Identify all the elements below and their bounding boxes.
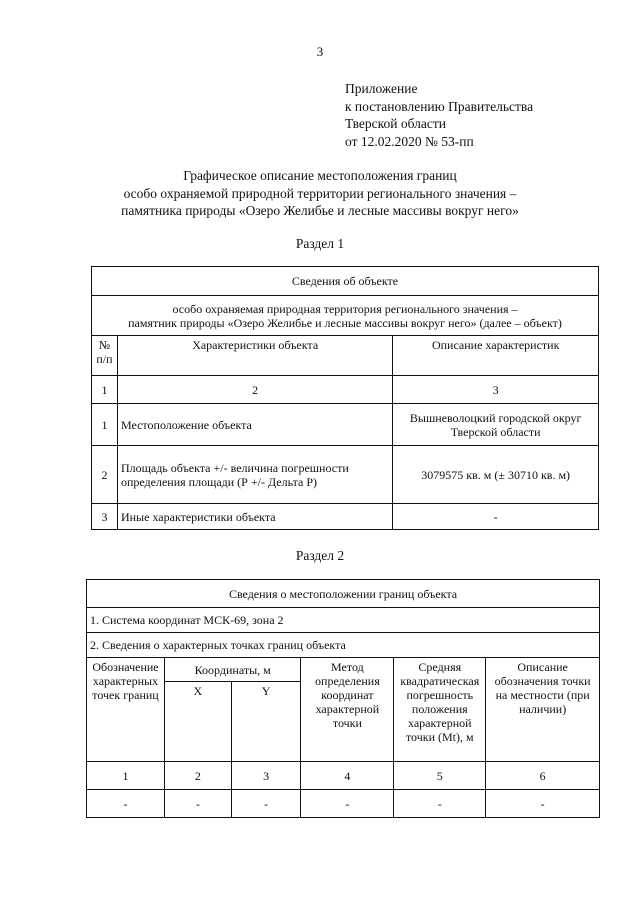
col-header-coordinates: Координаты, м bbox=[164, 658, 301, 682]
col-header-point-description: Описание обозначения точки на местности (при наличии) bbox=[486, 658, 600, 762]
column-index: 6 bbox=[486, 762, 600, 790]
title-line: Графическое описание местоположения границ bbox=[183, 168, 457, 183]
col-header-x: X bbox=[164, 682, 231, 762]
column-index: 1 bbox=[87, 762, 165, 790]
point-cell: - bbox=[231, 790, 301, 818]
table-row bbox=[92, 404, 599, 446]
column-index: 3 bbox=[231, 762, 301, 790]
col-header-description: Описание характеристик bbox=[393, 336, 599, 376]
table-row bbox=[92, 504, 599, 530]
row-characteristic: Местоположение объекта bbox=[117, 404, 392, 446]
column-index: 5 bbox=[394, 762, 486, 790]
point-cell: - bbox=[486, 790, 600, 818]
title-line: памятника природы «Озеро Желибье и лесные массивы вокруг него» bbox=[121, 203, 519, 218]
object-name-line: памятник природы «Озеро Желибье и лесные массивы вокруг него» (далее – объект) bbox=[128, 315, 562, 330]
column-index: 2 bbox=[164, 762, 231, 790]
column-index: 2 bbox=[117, 376, 392, 404]
col-header-designation: Обозначение характерных точек границ bbox=[87, 658, 165, 762]
point-cell: - bbox=[301, 790, 394, 818]
table-header: Сведения об объекте bbox=[92, 267, 599, 296]
column-index: 3 bbox=[393, 376, 599, 404]
coordinate-system-cell: 1. Система координат МСК-69, зона 2 bbox=[87, 608, 600, 633]
row-number: 3 bbox=[92, 504, 118, 530]
col-header-method: Метод определения координат характерной точки bbox=[301, 658, 394, 762]
appendix-line: Тверской области bbox=[345, 116, 446, 131]
column-index: 4 bbox=[301, 762, 394, 790]
point-cell: - bbox=[394, 790, 486, 818]
appendix-line: к постановлению Правительства bbox=[345, 98, 534, 114]
col-header-y: Y bbox=[231, 682, 301, 762]
column-index: 1 bbox=[92, 376, 118, 404]
table-row bbox=[87, 790, 600, 818]
row-description: - bbox=[393, 504, 599, 530]
page-number: 3 bbox=[316, 44, 324, 59]
point-cell: - bbox=[87, 790, 165, 818]
row-characteristic: Иные характеристики объекта bbox=[117, 504, 392, 530]
row-number: 1 bbox=[92, 404, 118, 446]
point-cell: - bbox=[164, 790, 231, 818]
section-1-heading: Раздел 1 bbox=[295, 236, 345, 251]
col-header-error: Средняя квадратическая погрешность положения характерной точки (Mt), м bbox=[394, 658, 486, 762]
col-header-number-line: № bbox=[98, 338, 111, 352]
boundary-points-table bbox=[86, 579, 600, 818]
table-header: Сведения о местоположении границ объекта bbox=[87, 580, 600, 608]
row-description: Вышневолоцкий городской округ Тверской области bbox=[393, 404, 599, 446]
appendix-line: Приложение bbox=[345, 81, 418, 96]
col-header-characteristic: Характеристики объекта bbox=[117, 336, 392, 376]
object-name-line: особо охраняемая природная территория регионального значения – bbox=[172, 301, 518, 316]
object-name-cell bbox=[92, 296, 599, 336]
col-header-number bbox=[92, 336, 118, 376]
appendix-block bbox=[345, 80, 533, 150]
document-title bbox=[0, 167, 640, 220]
title-line: особо охраняемой природной территории регионального значения – bbox=[123, 185, 517, 201]
row-number: 2 bbox=[92, 446, 118, 504]
col-header-number-line: п/п bbox=[96, 352, 113, 366]
table-row bbox=[92, 446, 599, 504]
appendix-line: от 12.02.2020 № 53-пп bbox=[345, 133, 474, 149]
object-info-table bbox=[91, 266, 599, 530]
points-info-cell: 2. Сведения о характерных точках границ объекта bbox=[87, 633, 600, 658]
section-2-heading: Раздел 2 bbox=[295, 548, 345, 563]
row-characteristic: Площадь объекта +/- величина погрешности определения площади (Р +/- Дельта Р) bbox=[117, 446, 392, 504]
row-description: 3079575 кв. м (± 30710 кв. м) bbox=[393, 446, 599, 504]
